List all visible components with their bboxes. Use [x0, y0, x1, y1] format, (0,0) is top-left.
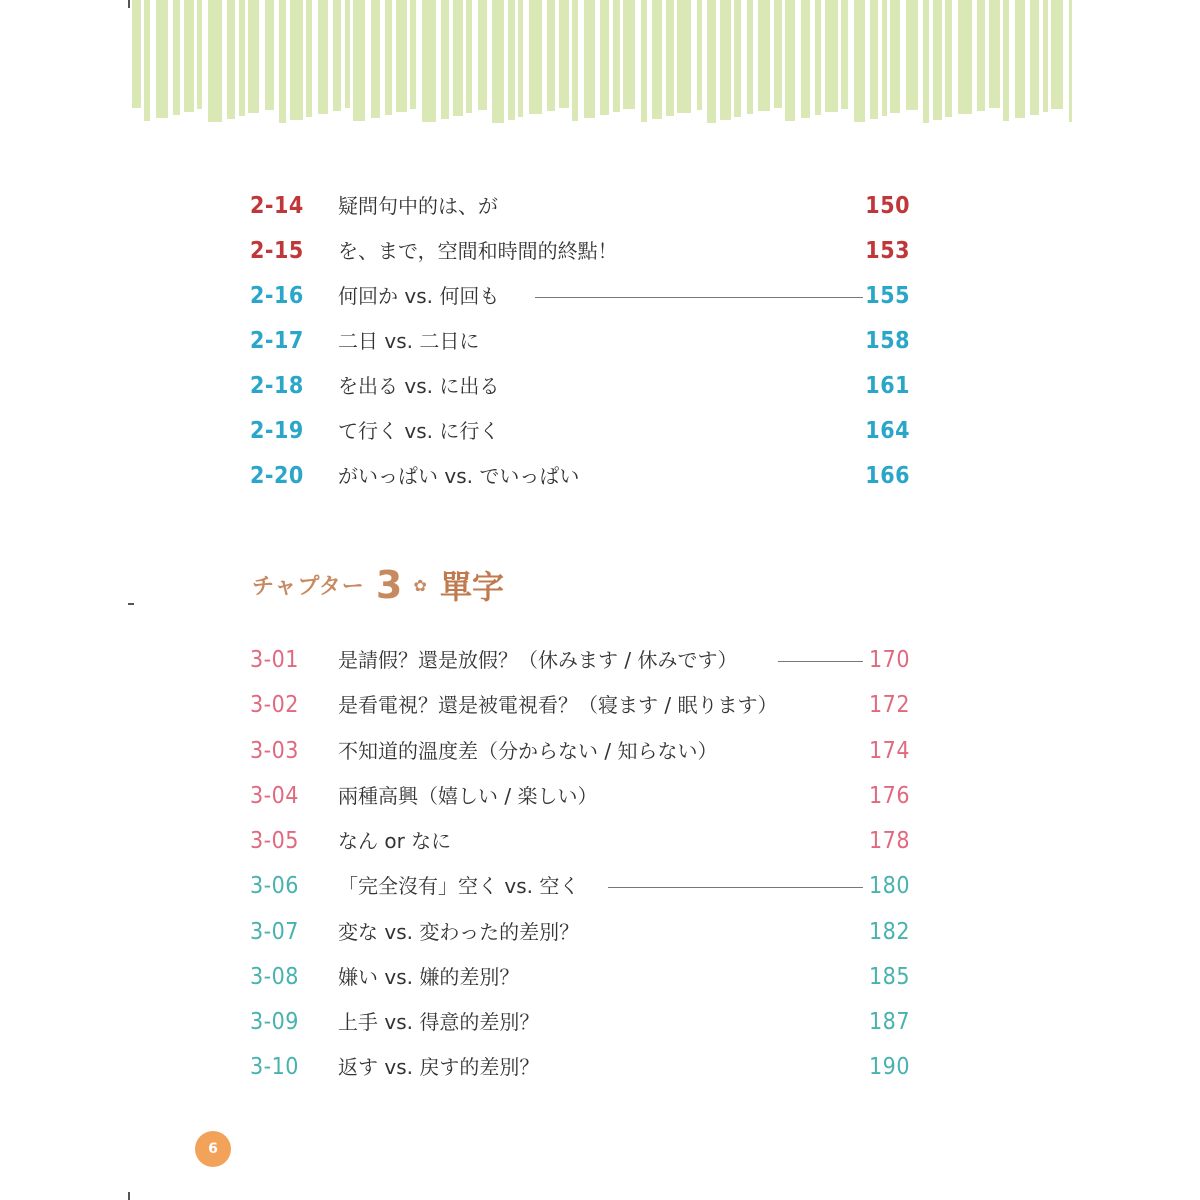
entry-title: 是請假？還是放假？（休みます / 休みです）	[338, 648, 738, 672]
toc-entry-3-02[interactable]	[250, 685, 910, 725]
entry-number: 2-15	[250, 238, 304, 264]
toc-entry-2-17[interactable]	[250, 321, 910, 361]
entry-title: 不知道的溫度差（分からない / 知らない）	[338, 739, 718, 763]
entry-title: て行く vs. に行く	[338, 419, 500, 443]
entry-page: 180	[869, 873, 910, 899]
toc-entry-2-14[interactable]	[250, 186, 910, 226]
entry-number: 2-17	[250, 328, 304, 354]
entry-title: を、まで，空間和時間的終點！	[338, 239, 618, 263]
chapter-heading	[252, 562, 504, 612]
entry-page: 161	[865, 373, 910, 399]
toc-entry-2-15[interactable]	[250, 231, 910, 271]
entry-title: を出る vs. に出る	[338, 374, 500, 398]
chapter-title: 單字	[439, 568, 504, 606]
entry-page: 187	[869, 1009, 910, 1035]
entry-number: 3-05	[250, 828, 299, 854]
entry-title: 二日 vs. 二日に	[338, 329, 480, 353]
entry-number: 3-10	[250, 1054, 299, 1080]
chapter-label: チャプター	[252, 574, 365, 600]
entry-title: 疑問句中的は、が	[338, 194, 498, 218]
entry-title: 是看電視？還是被電視看？（寝ます / 眠ります）	[338, 693, 778, 717]
entry-page: 176	[869, 783, 910, 809]
entry-page: 190	[869, 1054, 910, 1080]
entry-title: がいっぱい vs. でいっぱい	[338, 464, 580, 488]
entry-page: 178	[869, 828, 910, 854]
toc-entry-3-08[interactable]	[250, 957, 910, 997]
leader-line	[778, 661, 863, 662]
entry-page: 174	[869, 738, 910, 764]
entry-number: 3-01	[250, 647, 299, 673]
entry-page: 185	[869, 964, 910, 990]
entry-title: 変な vs. 変わった的差別？	[338, 920, 580, 944]
chapter-number: 3	[375, 563, 403, 607]
toc-entry-3-09[interactable]	[250, 1002, 910, 1042]
entry-number: 2-18	[250, 373, 304, 399]
toc-entry-2-19[interactable]	[250, 411, 910, 451]
entry-number: 3-04	[250, 783, 299, 809]
toc-entry-3-05[interactable]	[250, 821, 910, 861]
entry-page: 164	[865, 418, 910, 444]
toc-entry-3-06[interactable]	[250, 866, 910, 906]
toc-entry-2-20[interactable]	[250, 456, 910, 496]
entry-page: 182	[869, 919, 910, 945]
toc-entry-2-16[interactable]	[250, 276, 910, 316]
entry-number: 3-03	[250, 738, 299, 764]
entry-page: 155	[865, 283, 910, 309]
toc-entry-3-07[interactable]	[250, 912, 910, 952]
entry-title: なん or なに	[338, 829, 452, 853]
entry-number: 2-20	[250, 463, 304, 489]
toc-entry-3-01[interactable]	[250, 640, 910, 680]
entry-page: 153	[865, 238, 910, 264]
leader-line	[535, 297, 863, 298]
entry-page: 166	[865, 463, 910, 489]
leader-line	[608, 887, 863, 888]
entry-page: 170	[869, 647, 910, 673]
entry-page: 150	[865, 193, 910, 219]
entry-title: 嫌い vs. 嫌的差別？	[338, 965, 520, 989]
entry-title: 兩種高興（嬉しい / 楽しい）	[338, 784, 598, 808]
entry-number: 3-09	[250, 1009, 299, 1035]
toc-entry-2-18[interactable]	[250, 366, 910, 406]
flower-icon: ✿	[413, 575, 427, 595]
toc-entry-3-10[interactable]	[250, 1047, 910, 1087]
entry-number: 2-14	[250, 193, 304, 219]
toc-entry-3-04[interactable]	[250, 776, 910, 816]
entry-title: 何回か vs. 何回も	[338, 284, 500, 308]
entry-page: 158	[865, 328, 910, 354]
entry-title: 上手 vs. 得意的差別？	[338, 1010, 540, 1034]
entry-title: 返す vs. 戻す的差別？	[338, 1055, 540, 1079]
page-number-badge: 6	[195, 1131, 231, 1167]
entry-number: 3-06	[250, 873, 299, 899]
entry-number: 2-19	[250, 418, 304, 444]
entry-number: 3-08	[250, 964, 299, 990]
entry-number: 3-07	[250, 919, 299, 945]
entry-number: 2-16	[250, 283, 304, 309]
entry-number: 3-02	[250, 692, 299, 718]
entry-title: 「完全沒有」空く vs. 空く	[338, 874, 580, 898]
entry-page: 172	[869, 692, 910, 718]
toc-entry-3-03[interactable]	[250, 731, 910, 771]
